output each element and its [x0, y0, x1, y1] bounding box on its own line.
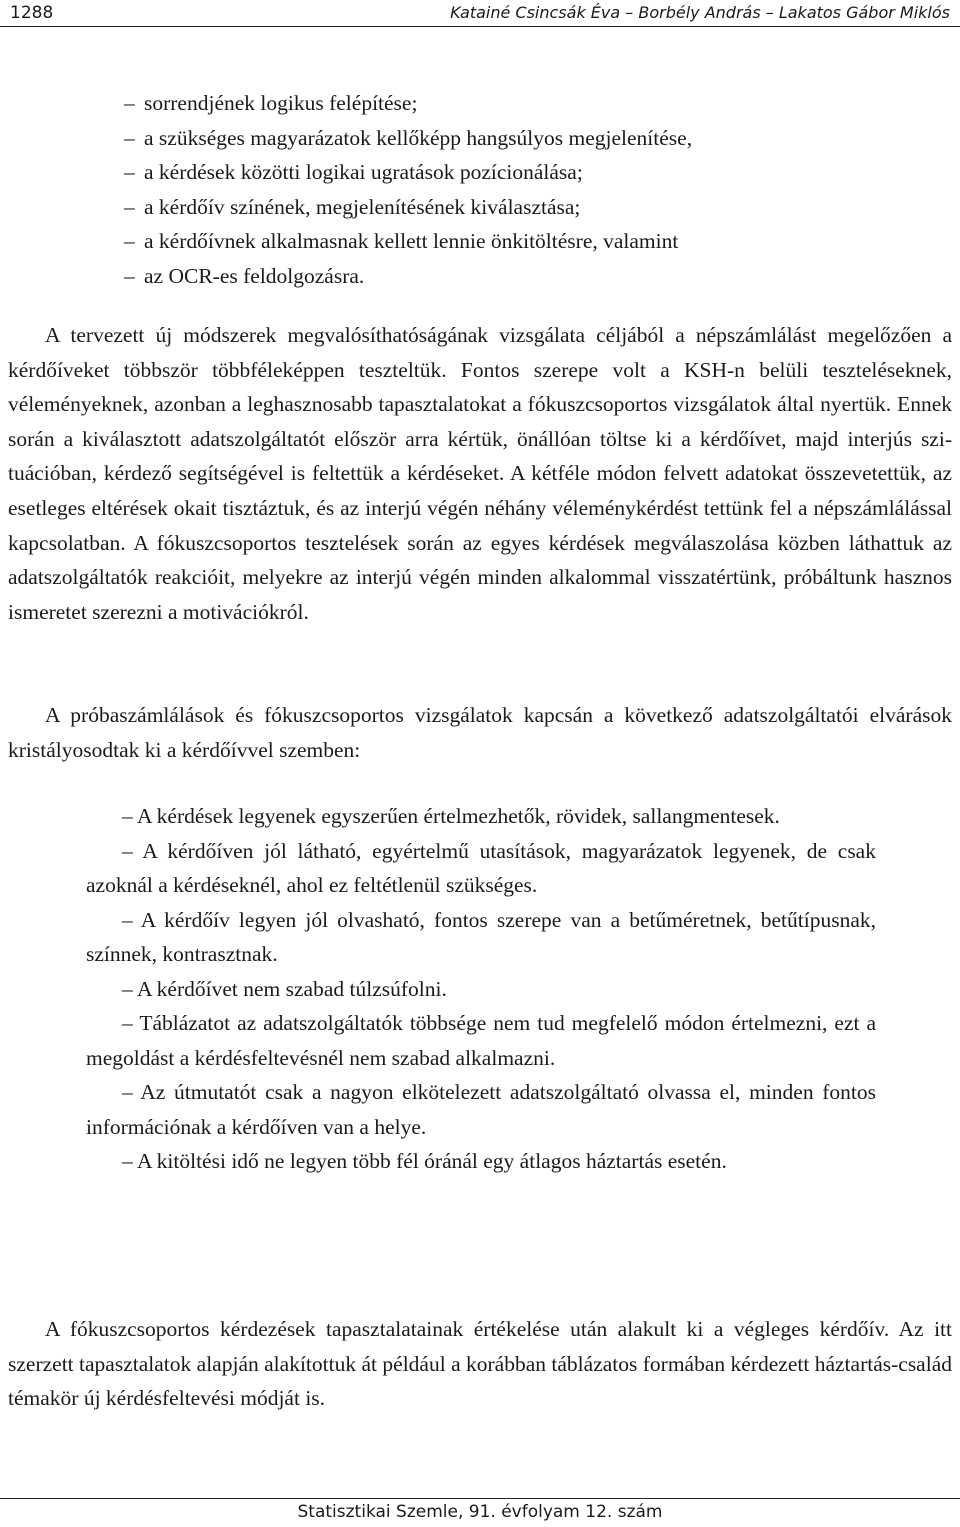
list-item-text: A kérdések legyenek egyszerűen értelmezhetők, rövidek, sallangmentesek.	[136, 804, 780, 828]
list-item	[124, 190, 924, 225]
dash-icon: –	[124, 125, 135, 150]
paragraph-expectations-intro	[8, 698, 952, 767]
dash-icon: –	[124, 263, 135, 288]
list-item-text: a szükséges magyarázatok kellőképp hangsúlyos megjelenítése,	[144, 125, 693, 150]
expectations-list	[86, 799, 876, 1179]
dash-icon: –	[124, 91, 135, 115]
dash-icon: –	[124, 194, 135, 219]
paragraph-text: A fókuszcsoportos kérdezések tapasztalatainak értékelése után alakult ki a végleges kérdőív. Az itt szerzett tapasztalatok alapján alakítottuk át például a korábban táblázatos formában kérdezett háztartás-család témakör új kérdésfeltevési módját is.	[8, 1317, 952, 1411]
list-item	[124, 86, 924, 121]
list-item: – A kérdések legyenek egyszerűen értelmezhetők, rövidek, sallangmentesek.	[122, 804, 780, 828]
page-number: 1288	[10, 3, 54, 23]
list-item: – A kérdőívet nem szabad túlzsúfolni.	[122, 976, 447, 1001]
dash-icon: –	[124, 160, 135, 184]
list-item-text: A kitöltési idő ne legyen több fél óránál egy átlagos háztartás esetén.	[136, 1149, 727, 1173]
list-item	[124, 224, 924, 259]
list-item	[124, 155, 924, 190]
list-item-text: Az útmutatót csak a nagyon elkötelezett adatszolgáltató olvassa el, minden fontos információnak a kérdőíven van a helye.	[86, 1080, 876, 1139]
list-item-text: sorrendjének logikus felépítése;	[144, 91, 418, 115]
list-item-text: A kérdőívet nem szabad túlzsúfolni.	[136, 976, 447, 1001]
running-footer: Statisztikai Szemle, 91. évfolyam 12. szám	[0, 1498, 960, 1527]
list-item: – A kérdőív legyen jól olvasható, fontos szerepe van a betűméretnek, betűtípusnak, színnek, kontrasztnak.	[86, 907, 876, 966]
list-item-text: a kérdések közötti logikai ugratások pozícionálása;	[144, 160, 583, 184]
list-item-text: Táblázatot az adatszolgáltatók többsége nem tud megfelelő módon értelmezni, ezt a megoldást a kérdésfeltevésnél nem szabad alkalmazni.	[86, 1011, 876, 1070]
list-item-text: a kérdőívnek alkalmasnak kellett lennie önkitöltésre, valamint	[144, 229, 679, 253]
paragraph-final-questionnaire	[8, 1312, 952, 1416]
paragraph-testing	[8, 318, 952, 629]
list-item	[124, 259, 924, 294]
list-item: – Az útmutatót csak a nagyon elkötelezett adatszolgáltató olvassa el, minden fontos információnak a kérdőíven van a helye.	[86, 1080, 876, 1139]
list-item-text: A kérdőív legyen jól olvasható, fontos szerepe van a betűméretnek, betűtípusnak, színnek, kontrasztnak.	[86, 907, 876, 966]
paragraph-text: A tervezett új módszerek megvalósíthatóságának vizsgálata céljából a népszámlálást megelőzően a kérdőíveket többször többféleképpen teszteltük. Fontos szerepe volt a KSH-n belüli teszteléseknek, véleményeknek, azonban a leghasznosabb tapasztalatokat a fókuszcsoportos vizsgálatok által nyertük. Ennek során a kiválasztott adatszolgáltatót először arra kértük, önállóan töltse ki a kérdőívet, majd interjús szituációban, kérdező segítségével is feltettük a kérdéseket. A kétféle módon felvett adatokat összevetettük, az esetleges eltérések okait tisztáztuk, és az interjú végén néhány véleménykérdést tettünk fel a népszámlálással kapcsolatban. A fókuszcsoportos tesztelések során az egyes kérdések megválaszolása közben láthattuk az adatszolgáltatók reakcióit, melyekre az interjú végén minden alkalommal visszatértünk, próbáltunk hasznos ismeretet szerezni a motivációkról.	[8, 323, 952, 624]
list-item: – A kérdőíven jól látható, egyértelmű utasítások, magyarázatok legyenek, de csak azoknál a kérdéseknél, ahol ez feltétlenül szükséges.	[86, 838, 876, 897]
header-authors: Katainé Csincsák Éva – Borbély András – Lakatos Gábor Miklós	[450, 3, 950, 22]
list-item: – A kitöltési idő ne legyen több fél óránál egy átlagos háztartás esetén.	[122, 1149, 727, 1173]
list-item	[124, 121, 924, 156]
list-item: – Táblázatot az adatszolgáltatók többsége nem tud megfelelő módon értelmezni, ezt a megoldást a kérdésfeltevésnél nem szabad alkalmazni.	[86, 1011, 876, 1070]
list-item-text: A kérdőíven jól látható, egyértelmű utasítások, magyarázatok legyenek, de csak azoknál a kérdéseknél, ahol ez feltétlenül szükséges.	[86, 838, 876, 897]
list-item-text: az OCR-es feldolgozásra.	[144, 263, 365, 288]
running-header	[0, 0, 960, 27]
paragraph-text: A próbaszámlálások és fókuszcsoportos vizsgálatok kapcsán a következő adatszolgáltatói elvárások kristályosodtak ki a kérdőívvel szemben:	[8, 703, 952, 762]
top-bullet-list	[124, 86, 924, 293]
list-item-text: a kérdőív színének, megjelenítésének kiválasztása;	[144, 194, 581, 219]
dash-icon: –	[124, 229, 135, 253]
